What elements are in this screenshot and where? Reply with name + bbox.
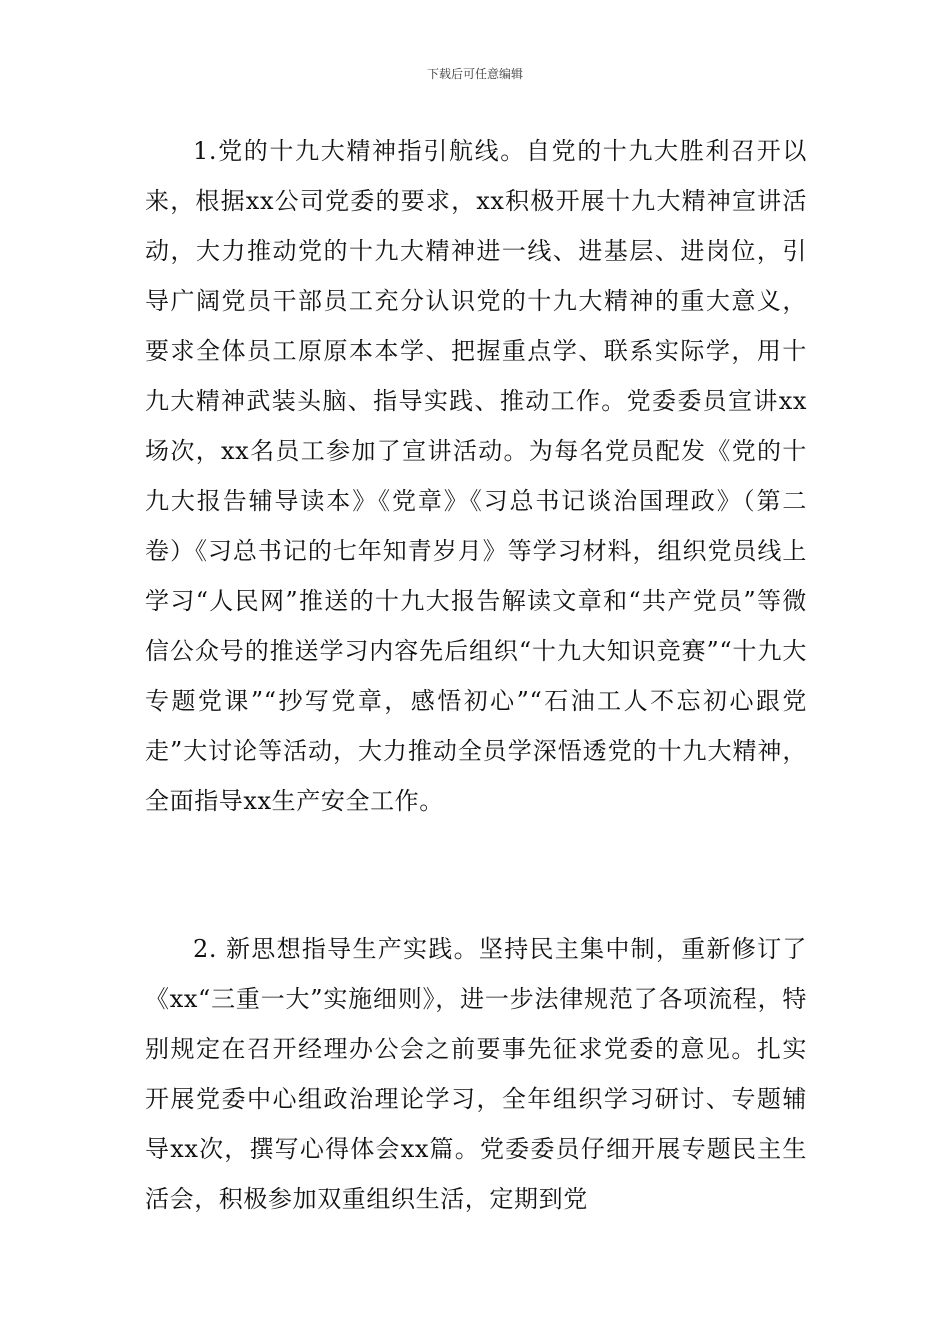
paragraph-2: 2. 新思想指导生产实践。坚持民主集中制，重新修订了《xx“三重一大”实施细则》，进一步法律规范了各项流程，特别规定在召开经理办公会之前要事先征求党委的意见。扎实开展党委中心组政治理论学习，全年组织学习研讨、专题辅导xx次，撰写心得体会xx篇。党委委员仔细开展专题民主生活会，积极参加双重组织生活，定期到党	[145, 935, 807, 1213]
page-header: 下载后可任意编辑	[426, 67, 523, 81]
paragraph-1: 1.党的十九大精神指引航线。自党的十九大胜利召开以来，根据xx公司党委的要求，xx积极开展十九大精神宣讲活动，大力推动党的十九大精神进一线、进基层、进岗位，引导广阔党员干部员工充分认识党的十九大精神的重大意义，要求全体员工原原本本学、把握重点学、联系实际学，用十九大精神武装头脑、指导实践、推动工作。党委委员宣讲xx场次，xx名员工参加了宣讲活动。为每名党员配发《党的十九大报告辅导读本》《党章》《习总书记谈治国理政》（第二卷）《习总书记的七年知青岁月》等学习材料，组织党员线上学习“人民网”推送的十九大报告解读文章和“共产党员”等微信公众号的推送学习内容先后组织“十九大知识竞赛”“十九大专题党课”“抄写党章，感悟初心”“石油工人不忘初心跟党走”大讨论等活动，大力推动全员学深悟透党的十九大精神，全面指导xx生产安全工作。	[145, 137, 807, 815]
